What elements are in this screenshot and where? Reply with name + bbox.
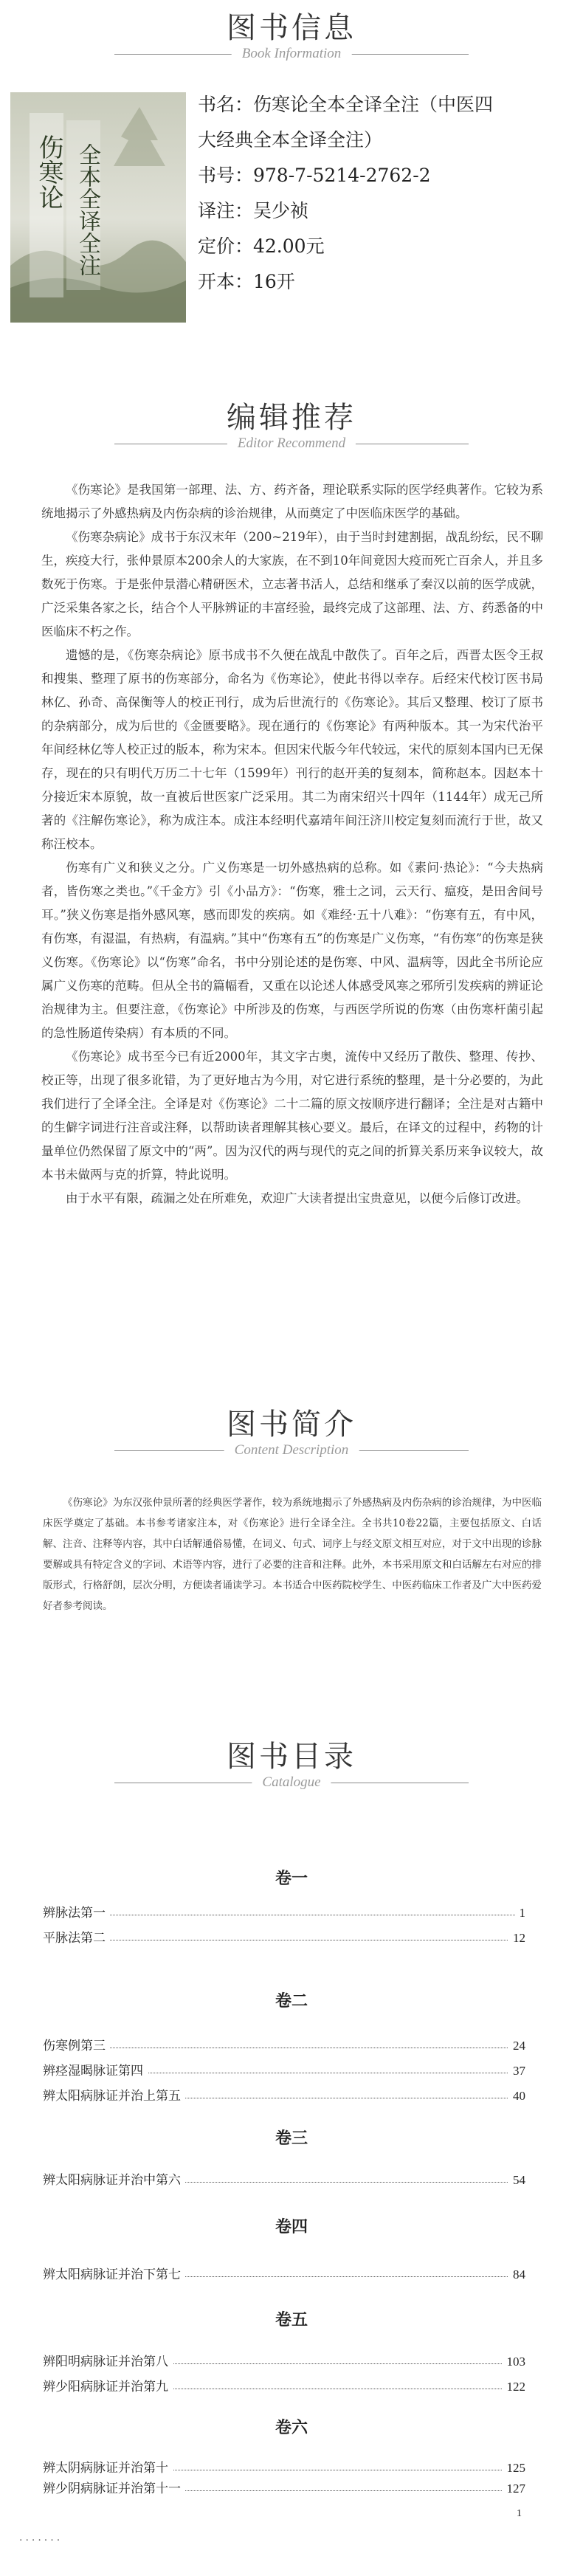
toc-entry[interactable]: [43, 2172, 525, 2189]
book-info-title: 图书信息: [227, 11, 356, 45]
isbn: 书号：978-7-5214-2762-2: [198, 165, 431, 186]
toc-entry[interactable]: [43, 2480, 525, 2498]
content-description-subtitle: Content Description: [224, 1444, 359, 1457]
toc-entry-page: 24: [508, 2037, 525, 2055]
volume-title: 卷五: [275, 2310, 308, 2329]
content-description-body: 《伤寒论》为东汉张仲景所著的经典医学著作，较为系统地揭示了外感热病及内伤杂病的诊治规律，为中医临床医学奠定了基础。本书参考诸家注本，对《伤寒论》进行全译全注。全书共10卷22篇，主要包括原文、白话解、注音、注释等内容，其中白话解通俗易懂，在词义、句式、词序上与经文原文相互对应，对于文中出现的诊脉要解或具有特定含义的字词、术语等内容，进行了必要的注音和注释。此外，本书采用原文和白话解左右对应的排版形式，行格舒朗，层次分明，方便读者诵读学习。本书适合中医药院校学生、中医药临床工作者及广大中医药爱好者参考阅读。: [43, 1497, 542, 1612]
book-info-subtitle: Book Information: [232, 47, 352, 61]
toc-entry-title: 平脉法第二: [43, 1929, 110, 1947]
volume-title: 卷一: [275, 1869, 308, 1888]
toc-entry[interactable]: [43, 1904, 525, 1922]
book-name-line-2: 大经典全本全译全注）: [198, 129, 383, 151]
cover-title: 伤寒论: [34, 134, 63, 210]
toc-entry-page: 40: [508, 2087, 525, 2105]
volume-title: 卷四: [275, 2217, 308, 2236]
toc-entry[interactable]: [43, 1929, 525, 1947]
format: 开本：16开: [198, 271, 295, 292]
volume-title: 卷三: [275, 2129, 308, 2148]
editor-recommend-header: [0, 400, 583, 450]
toc-entry[interactable]: [43, 2378, 525, 2396]
volume-title: 卷六: [275, 2418, 308, 2437]
volume-title: 卷二: [275, 1991, 308, 2011]
toc-entry-title: 辨太阳病脉证并治下第七: [43, 2266, 185, 2284]
toc-entry-title: 辨少阳病脉证并治第九: [43, 2378, 173, 2396]
book-name-line-1: 书名：伤寒论全本全译全注（中医四: [198, 94, 494, 115]
recommend-paragraph: 由于水平有限，疏漏之处在所难免，欢迎广大读者提出宝贵意见，以便今后修订改进。: [66, 1191, 528, 1205]
book-info-header: [0, 10, 583, 61]
toc-entry-page: 84: [508, 2266, 525, 2284]
toc-entry[interactable]: [43, 2062, 525, 2080]
catalogue-title: 图书目录: [227, 1740, 356, 1774]
catalogue-subtitle: Catalogue: [252, 1776, 331, 1789]
editor-recommend-body: [41, 478, 543, 1210]
toc-entry-page: 1: [515, 1904, 526, 1922]
toc-entry[interactable]: [43, 2459, 525, 2477]
page-number: 1: [517, 2508, 522, 2519]
recommend-paragraph: 伤寒有广义和狭义之分。广义伤寒是一切外感热病的总称。如《素问·热论》：“今夫热病者，皆伤寒之类也。”《千金方》引《小品方》：“伤寒，雅士之词，云天行、瘟疫，是田舍间号耳。”狭义伤寒是指外感风寒，感而即发的疾病。如《难经·五十八难》：“伤寒有五，有中风，有伤寒，有湿温，有热病，有温病。”其中“伤寒有五”的伤寒是广义伤寒，“有伤寒”的伤寒是狭义伤寒。《伤寒论》以“伤寒”命名，书中分别论述的是伤寒、中风、温病等，因此全书所论应属广义伤寒的范畴。但从全书的篇幅看，又重在以论述人体感受风寒之邪所引发疾病的辨证论治规律为主。但要注意，《伤寒论》中所涉及的伤寒，与西医学所说的伤寒（由伤寒杆菌引起的急性肠道传染病）有本质的不同。: [41, 861, 543, 1040]
translator: 译注：吴少祯: [198, 200, 309, 221]
toc-entry-page: 12: [508, 1929, 525, 1947]
toc-entry-title: 辨脉法第一: [43, 1904, 110, 1922]
toc-entry-page: 103: [503, 2353, 526, 2371]
toc-entry-page: 127: [503, 2480, 526, 2498]
cover-subtitle: 全本全译全注: [75, 143, 100, 276]
toc-entry-page: 54: [508, 2172, 525, 2189]
toc-entry-title: 辨太阴病脉证并治第十: [43, 2459, 173, 2477]
toc-entry-title: 辨太阳病脉证并治上第五: [43, 2087, 185, 2105]
toc-entry[interactable]: [43, 2266, 525, 2284]
toc-entry-page: 37: [508, 2062, 525, 2080]
toc-entry[interactable]: [43, 2037, 525, 2055]
editor-recommend-title: 编辑推荐: [227, 401, 356, 435]
recommend-paragraph: 《伤寒杂病论》成书于东汉末年（200~219年），由于当时封建割据，战乱纷纭，民不聊生，疾疫大行，张仲景原本200余人的大家族，在不到10年间竟因大疫而死亡百余人，并且多数死于伤寒。于是张仲景潜心精研医术，立志著书活人，总结和继承了秦汉以前的医学成就，广泛采集各家之长，结合个人平脉辨证的丰富经验，最终完成了这部理、法、方、药悉备的中医临床不朽之作。: [41, 530, 543, 638]
trailing-dots: .......: [19, 2532, 63, 2544]
recommend-paragraph: 《伤寒论》成书至今已有近2000年，其文字古奥，流传中又经历了散佚、整理、传抄、校正等，出现了很多讹错，为了更好地古为今用，对它进行系统的整理，是十分必要的，为此我们进行了全译全注。全译是对《伤寒论》二十二篇的原文按顺序进行翻译；全注是对古籍中的生僻字词进行注音或注释，以帮助读者理解其核心要义。最后，在译文的过程中，药物的计量单位仍然保留了原文中的“两”。因为汉代的两与现代的克之间的折算关系历来争议较大，故本书未做两与克的折算，特此说明。: [41, 1050, 543, 1182]
content-description-header: [0, 1407, 583, 1457]
recommend-paragraph: 遗憾的是，《伤寒杂病论》原书成书不久便在战乱中散佚了。百年之后，西晋太医令王叔和搜集、整理了原书的伤寒部分，命名为《伤寒论》，使此书得以幸存。后经宋代校订医书局林亿、孙奇、高保衡等人的校正刊行，成为后世流行的《伤寒论》。其后又整理、校订了原书的杂病部分，成为后世的《金匮要略》。现在通行的《伤寒论》有两种版本。其一为宋代治平年间经林亿等人校正过的版本，称为宋本。但因宋代版今年代较远，宋代的原刻本国内已无保存，现在的只有明代万历二十七年（1599年）刊行的赵开美的复刻本，简称赵本。因赵本十分接近宋本原貌，故一直被后世医家广泛采用。其二为南宋绍兴十四年（1144年）成无己所著的《注解伤寒论》，称为成注本。成注本经明代嘉靖年间汪济川校定复刻而流行于世，故又称汪校本。: [41, 648, 543, 851]
toc-entry-page: 125: [503, 2459, 526, 2477]
editor-recommend-subtitle: Editor Recommend: [227, 437, 356, 450]
recommend-paragraph: 《伤寒论》是我国第一部理、法、方、药齐备，理论联系实际的医学经典著作。它较为系统地揭示了外感热病及内伤杂病的诊治规律，从而奠定了中医临床医学的基础。: [41, 483, 543, 520]
content-description-title: 图书简介: [227, 1408, 356, 1442]
toc-entry[interactable]: [43, 2353, 525, 2371]
toc-entry[interactable]: [43, 2087, 525, 2105]
toc-entry-title: 辨痉湿暍脉证第四: [43, 2062, 148, 2080]
toc-entry-page: 122: [503, 2378, 526, 2396]
toc-entry-title: 伤寒例第三: [43, 2037, 110, 2055]
toc-entry-title: 辨太阳病脉证并治中第六: [43, 2172, 185, 2189]
book-cover-image: [10, 92, 186, 323]
price: 定价：42.00元: [198, 235, 325, 257]
toc-entry-title: 辨少阴病脉证并治第十一: [43, 2480, 185, 2498]
toc-entry-title: 辨阳明病脉证并治第八: [43, 2353, 173, 2371]
catalogue-header: [0, 1739, 583, 1789]
